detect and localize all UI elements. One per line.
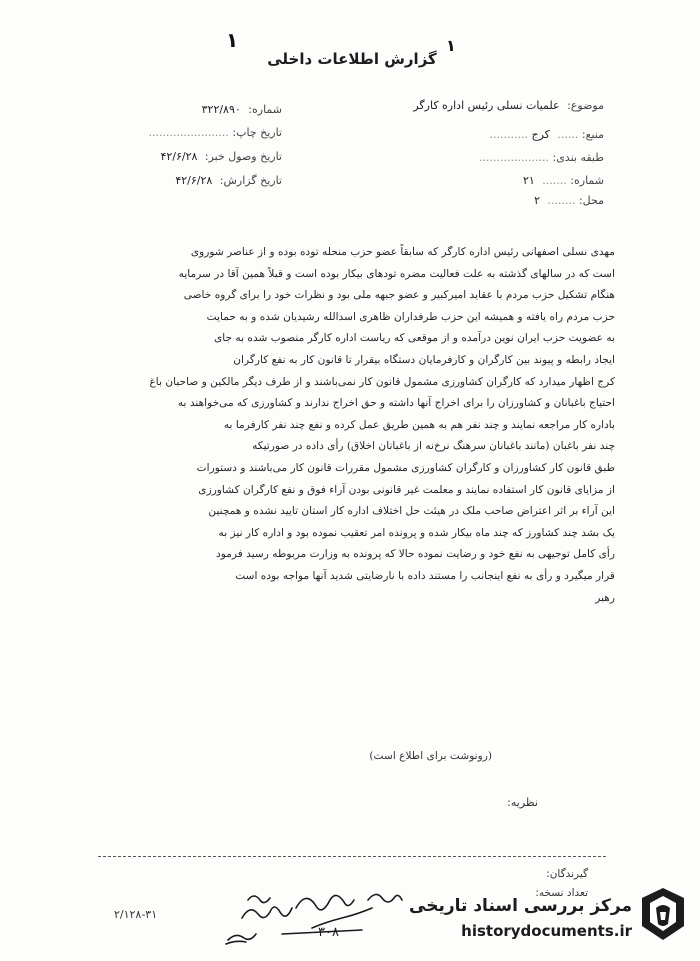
closing-note: (رونوشت برای اطلاع است) [369, 750, 492, 762]
source-value: کرج [531, 128, 550, 141]
location-dots: ........ [547, 194, 576, 207]
classification-dots: .................... [479, 151, 549, 164]
body-line: این آراء بر اثر اعتراض صاحب ملک در هیئت حل اختلاف اداره کار استان تایید نشده و همچنین [208, 505, 615, 518]
classification-field [479, 151, 604, 164]
handwritten-mark-right: ۱ [446, 36, 456, 55]
number-value: ۳۲۲/۸۹۰ [201, 103, 241, 116]
source-label: منبع: [581, 128, 604, 141]
body-line: کرج اظهار میدارد که کارگران کشاورزی مشمول قانون کار نمی‌باشند و از طرف دیگر مالکین و صاحبان باغ [149, 375, 615, 388]
number-field [202, 103, 282, 116]
body-line: رهبر [595, 591, 615, 604]
handwritten-signature [222, 878, 422, 950]
receipt-date-value: ۴۲/۶/۲۸ [160, 150, 198, 163]
report-date-label: تاریخ گزارش: [219, 174, 282, 187]
body-line: یک بشد چند کشاورز که چند ماه بیکار شده و پرونده امر تعقیب نموده بود و اداره کار نیز به [218, 526, 615, 539]
classification-label: طبقه بندی: [552, 151, 604, 164]
footer-divider [98, 856, 606, 857]
body-line: مهدی نسلی اصفهانی رئیس اداره کارگر که سابقاً عضو حزب منحله توده بوده و از عناصر شوروی [190, 246, 615, 258]
body-line: است که در سالهای گذشته به علت فعالیت مضره تودهای بیکار بوده است و قبلاً همین آقا در سرمایه [178, 267, 615, 280]
subject-field [413, 99, 604, 112]
body-line: به عضویت حزب ایران نوین درآمده و از موقعی که ریاست اداره کارگر منصوب شده به جای [213, 332, 615, 345]
number-label: شماره: [248, 103, 282, 116]
receipt-date-label: تاریخ وصول خبر: [204, 150, 282, 163]
location-label: محل: [578, 194, 604, 207]
receipt-date-field [160, 150, 282, 163]
body-line: احتیاج باغبانان و کشاورزان را برای اخراج آنها داشته و حق اخراج ندارند و کشاورزی که می‌خواهند به [177, 397, 615, 410]
issue-date-field [148, 126, 282, 139]
subject-value: علمیات نسلی رئیس اداره کارگر [413, 99, 560, 112]
copy-count-label: تعداد نسخه: [535, 887, 588, 899]
body-line: ایجاد رابطه و پیوند بین کارگران و کارفرمایان دستگاه بیقرار تا قانون کار به نفع کارگران [233, 353, 615, 366]
source-dots-trailing: ........... [489, 128, 528, 141]
location-field [534, 194, 604, 207]
body-line: حزب مردم راه یافته و همیشه این حزب طرفداران ظاهری اسدالله رشیدیان شده و به حمایت [206, 310, 615, 323]
document-title: گزارش اطلاعات داخلی [267, 50, 437, 68]
body-line: چند نفر باغبان (مانند باغبانان سرهنگ نرخ‌نه از باغبانان اخلاق) رأی داده در صورتیکه [252, 440, 615, 453]
reference-dots: ....... [542, 174, 567, 187]
issue-date-dots: ....................... [148, 126, 229, 139]
report-date-value: ۴۲/۶/۲۸ [175, 174, 213, 187]
opinion-label: نظریه: [507, 796, 538, 809]
recipients-label: گیرندگان: [546, 868, 588, 880]
body-line: هنگام تشکیل حزب مردم با عقاید امیرکبیر و عضو جبهه ملی بود و نظرات خود را برای گروه خاصی [183, 289, 615, 302]
report-body [103, 242, 615, 609]
body-line: رأی کامل توجیهی به نفع خود و رضایت نموده حالا که پرونده به وزارت مربوطه رسید فرمود [216, 548, 615, 561]
reference-label: شماره: [570, 174, 604, 187]
watermark-url: historydocuments.ir [461, 922, 632, 940]
watermark-text: مرکز بررسی اسناد تاریخی [409, 896, 632, 916]
reference-value: ۲۱ [522, 174, 535, 187]
report-date-field [175, 174, 282, 187]
reference-field [523, 174, 604, 187]
body-line: قرار میگیرد و رأی به نفع اینجانب را مستند داده با نارضایتی شدید آنها مواجه بوده است [235, 569, 615, 582]
body-line: از مزایای قانون کار استفاده نمایند و معلمت غیر قانونی بودن آراء فوق و نفع کارگران کشاورزی [198, 483, 615, 496]
signature-number: ۳۰۸ [318, 925, 339, 940]
subject-label: موضوع: [567, 99, 604, 112]
body-line: طبق قانون کار کشاورزان و کارگران کشاورزی مشمول مقررات قانون کار می‌باشند و دستورات [196, 461, 615, 474]
archive-logo-icon [638, 886, 688, 942]
source-field [490, 128, 604, 141]
archive-watermark [409, 880, 692, 950]
handwritten-mark-left: ۱ [226, 28, 239, 52]
body-line: باداره کار مراجعه نمایند و چند نفر هم به همین طریق عمل کرده و نفع چند نفر کارفرما به [223, 418, 615, 431]
issue-date-label: تاریخ چاپ: [232, 126, 282, 139]
source-dots: ...... [557, 128, 579, 141]
document-code: ۲/۱۲۸-۳۱ [114, 908, 158, 921]
location-value: ۲ [534, 194, 540, 207]
